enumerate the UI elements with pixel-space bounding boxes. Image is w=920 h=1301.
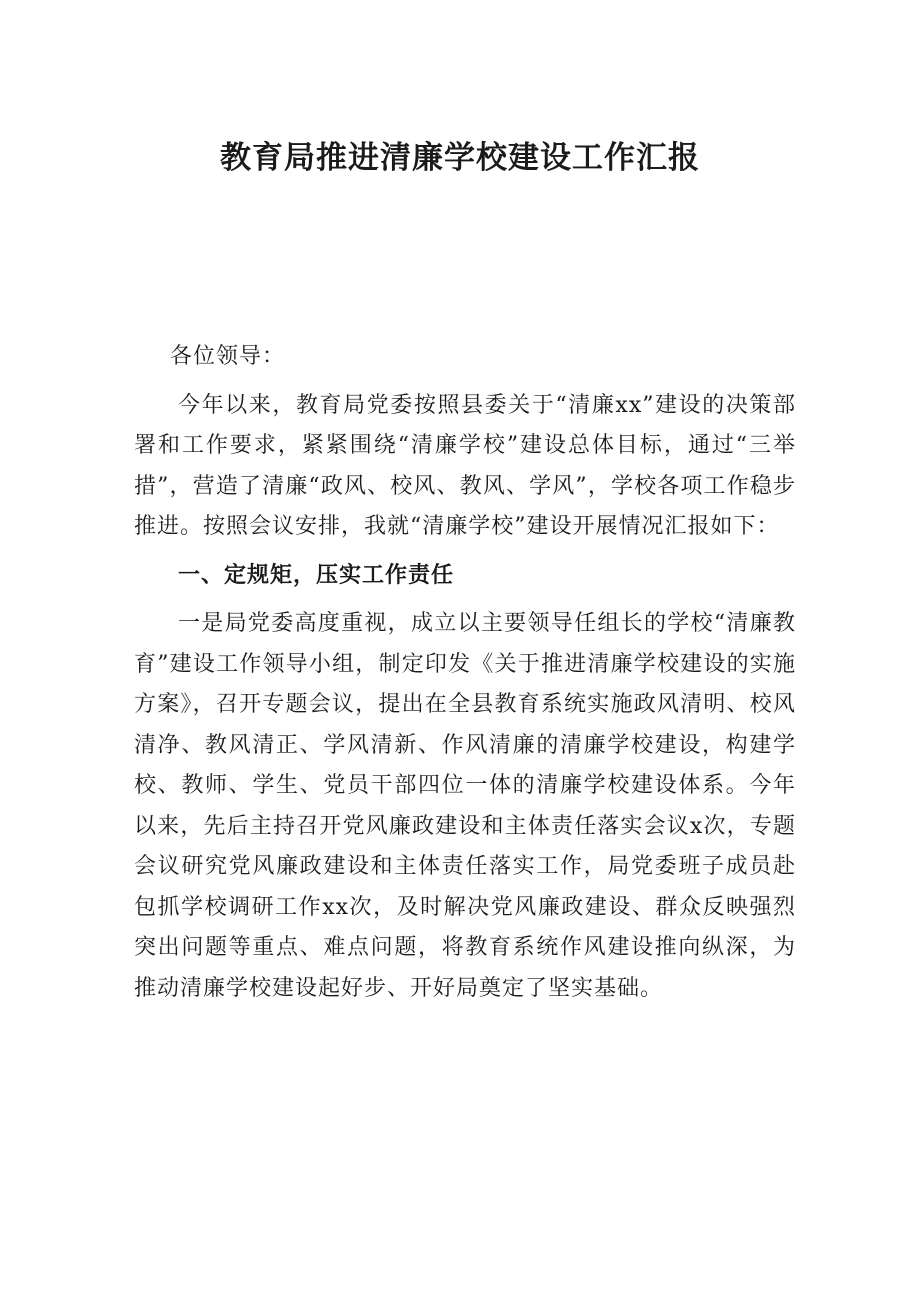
- salutation: 各位领导：: [170, 344, 286, 369]
- section-paragraph: 一是局党委高度重视，成立以主要领导任组长的学校“清廉教育”建设工作领导小组，制定印发《关于推进清廉学校建设的实施方案》，召开专题会议，提出在全县教育系统实施政风清明、校风清净、教风清正、学风清新、作风清廉的清廉学校建设，构建学校、教师、学生、党员干部四位一体的清廉学校建设体系。今年以来，先后主持召开党风廉政建设和主体责任落实会议x次，专题会议研究党风廉政建设和主体责任落实工作，局党委班子成员赴包抓学校调研工作xx次，及时解决党风廉政建设、群众反映强烈突出问题等重点、难点问题，将教育系统作风建设推向纵深，为推动清廉学校建设起好步、开好局奠定了坚实基础。: [134, 611, 796, 1001]
- document-body: [134, 337, 796, 1009]
- intro-paragraph: 今年以来，教育局党委按照县委关于“清廉xx”建设的决策部署和工作要求，紧紧围绕“清廉学校”建设总体目标，通过“三举措”，营造了清廉“政风、校风、教风、学风”，学校各项工作稳步推进。按照会议安排，我就“清廉学校”建设开展情况汇报如下：: [134, 392, 796, 539]
- document-title: 教育局推进清廉学校建设工作汇报: [220, 140, 700, 176]
- section-heading: 一、定规矩，压实工作责任: [178, 562, 455, 588]
